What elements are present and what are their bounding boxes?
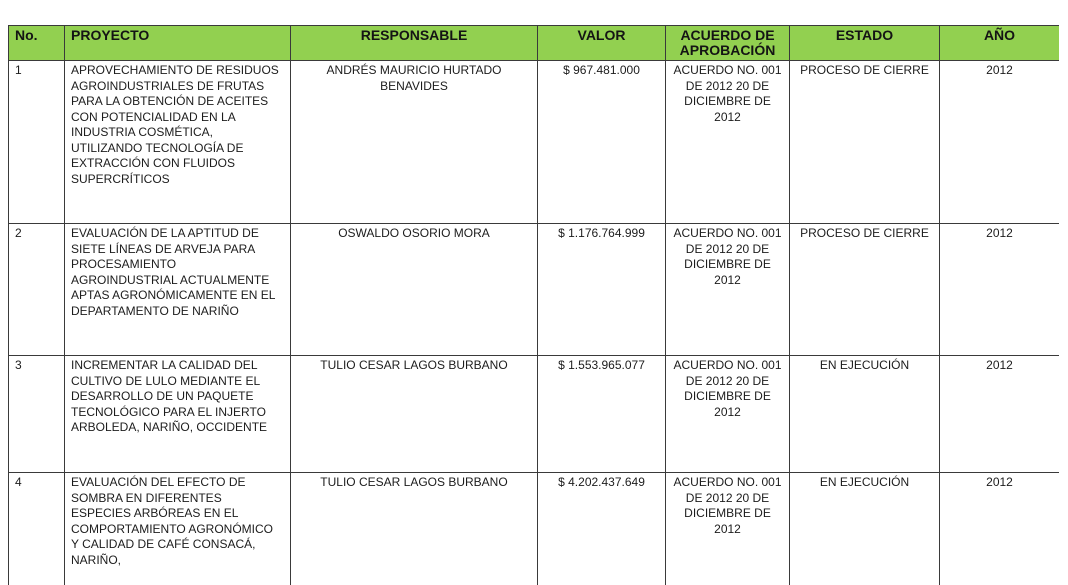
header-acuerdo: ACUERDO DE APROBACIÓN — [666, 26, 790, 61]
cell-acuerdo: ACUERDO NO. 001 DE 2012 20 DE DICIEMBRE DE 2012 — [666, 356, 790, 473]
cell-no: 4 — [9, 473, 65, 585]
cell-estado: EN EJECUCIÓN — [790, 473, 940, 585]
cell-estado: PROCESO DE CIERRE — [790, 61, 940, 224]
cell-responsable: TULIO CESAR LAGOS BURBANO — [291, 473, 538, 585]
cell-anio: 2012 — [940, 224, 1060, 356]
header-estado: ESTADO — [790, 26, 940, 61]
cell-proyecto: EVALUACIÓN DEL EFECTO DE SOMBRA EN DIFERENTES ESPECIES ARBÓREAS EN EL COMPORTAMIENTO AGRONÓMICO Y CALIDAD DE CAFÉ CONSACÁ, NARIÑO, — [65, 473, 291, 585]
cell-valor: $ 967.481.000 — [538, 61, 666, 224]
cell-acuerdo: ACUERDO NO. 001 DE 2012 20 DE DICIEMBRE DE 2012 — [666, 224, 790, 356]
header-row — [9, 26, 1060, 61]
cell-valor: $ 4.202.437.649 — [538, 473, 666, 585]
cell-proyecto: INCREMENTAR LA CALIDAD DEL CULTIVO DE LULO MEDIANTE EL DESARROLLO DE UN PAQUETE TECNOLÓGICO PARA EL INJERTO ARBOLEDA, NARIÑO, OCCIDENTE — [65, 356, 291, 473]
cell-no: 1 — [9, 61, 65, 224]
cell-estado: PROCESO DE CIERRE — [790, 224, 940, 356]
table-row — [9, 224, 1060, 356]
cell-anio: 2012 — [940, 473, 1060, 585]
cell-acuerdo: ACUERDO NO. 001 DE 2012 20 DE DICIEMBRE DE 2012 — [666, 61, 790, 224]
table-header — [9, 26, 1060, 61]
cell-proyecto: APROVECHAMIENTO DE RESIDUOS AGROINDUSTRIALES DE FRUTAS PARA LA OBTENCIÓN DE ACEITES CON POTENCIALIDAD EN LA INDUSTRIA COSMÉTICA, UTILIZANDO TECNOLOGÍA DE EXTRACCIÓN CON FLUIDOS SUPERCRÍTICOS — [65, 61, 291, 224]
cell-valor: $ 1.553.965.077 — [538, 356, 666, 473]
header-no: No. — [9, 26, 65, 61]
projects-table — [8, 25, 1059, 585]
cell-responsable: TULIO CESAR LAGOS BURBANO — [291, 356, 538, 473]
cell-valor: $ 1.176.764.999 — [538, 224, 666, 356]
cell-estado: EN EJECUCIÓN — [790, 356, 940, 473]
cell-no: 3 — [9, 356, 65, 473]
cell-anio: 2012 — [940, 61, 1060, 224]
header-proyecto: PROYECTO — [65, 26, 291, 61]
cell-responsable: OSWALDO OSORIO MORA — [291, 224, 538, 356]
cell-acuerdo: ACUERDO NO. 001 DE 2012 20 DE DICIEMBRE DE 2012 — [666, 473, 790, 585]
cell-responsable: ANDRÉS MAURICIO HURTADO BENAVIDES — [291, 61, 538, 224]
table-row — [9, 356, 1060, 473]
cell-proyecto: EVALUACIÓN DE LA APTITUD DE SIETE LÍNEAS DE ARVEJA PARA PROCESAMIENTO AGROINDUSTRIAL ACTUALMENTE APTAS AGRONÓMICAMENTE EN EL DEPARTAMENTO DE NARIÑO — [65, 224, 291, 356]
cell-no: 2 — [9, 224, 65, 356]
table-row — [9, 473, 1060, 585]
cell-anio: 2012 — [940, 356, 1060, 473]
header-responsable: RESPONSABLE — [291, 26, 538, 61]
header-anio: AÑO — [940, 26, 1060, 61]
table-body — [9, 61, 1060, 585]
table-row — [9, 61, 1060, 224]
projects-sheet — [8, 25, 1059, 585]
header-valor: VALOR — [538, 26, 666, 61]
